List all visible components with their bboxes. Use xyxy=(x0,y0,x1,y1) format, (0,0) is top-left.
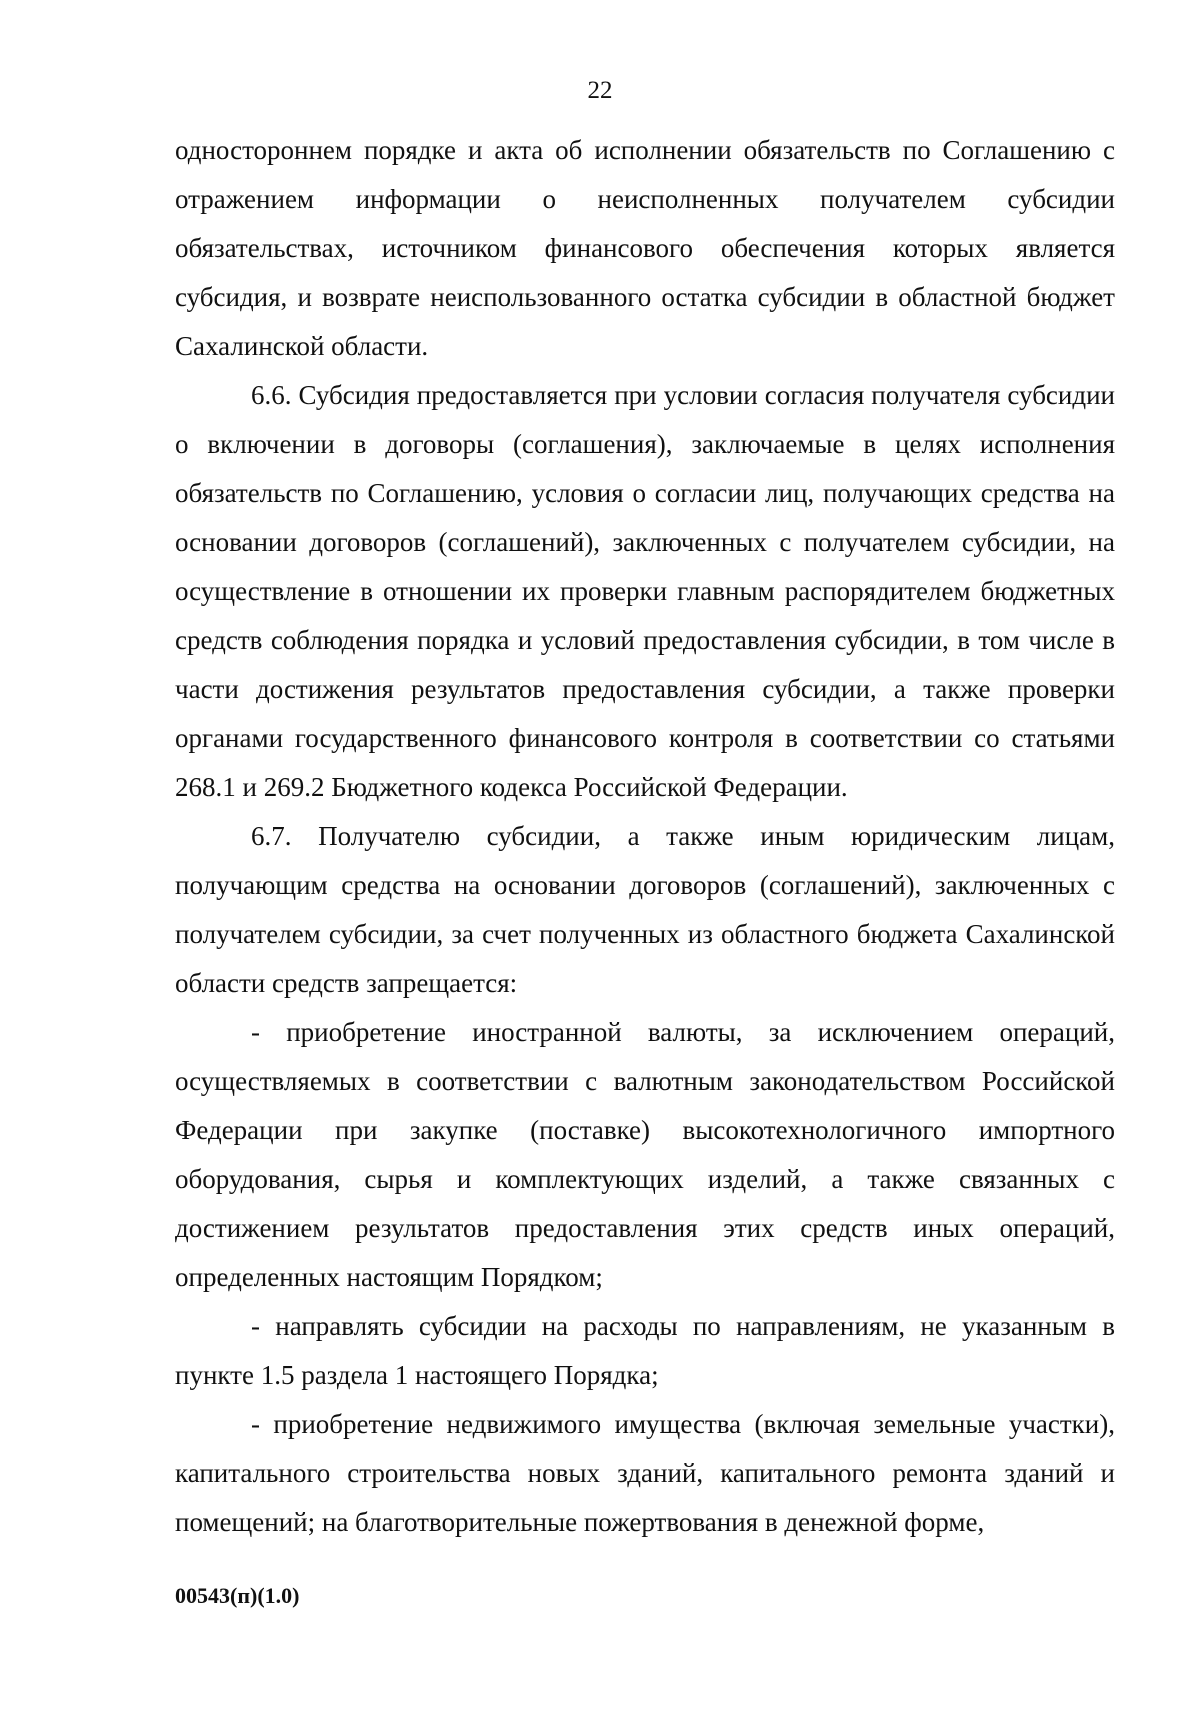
paragraph-6-7: 6.7. Получателю субсидии, а также иным юридическим лицам, получающим средства на основании договоров (соглашений), заключенных с получателем субсидии, за счет полученных из областного бюджета Сахалинской области средств запрещается: xyxy=(175,821,1115,998)
list-item-foreign-currency: - приобретение иностранной валюты, за исключением операций, осуществляемых в соответствии с валютным законодательством Российской Федерации при закупке (поставке) высокотехнологичного импортного оборудования, сырья и комплектующих изделий, а также связанных с достижением результатов предоставления этих средств иных операций, определенных настоящим Порядком; xyxy=(175,1017,1115,1292)
list-item-real-estate: - приобретение недвижимого имущества (включая земельные участки), капитального строительства новых зданий, капитального ремонта зданий и помещений; на благотворительные пожертвования в денежной форме, xyxy=(175,1409,1115,1537)
paragraph-continuation: одностороннем порядке и акта об исполнении обязательств по Соглашению с отражением информации о неисполненных получателем субсидии обязательствах, источником финансового обеспечения которых является субсидия, и возврате неиспользованного остатка субсидии в областной бюджет Сахалинской области. xyxy=(175,135,1115,361)
list-item-expenses-direction: - направлять субсидии на расходы по направлениям, не указанным в пункте 1.5 раздела 1 настоящего Порядка; xyxy=(175,1311,1115,1390)
page-number: 22 xyxy=(587,77,613,104)
document-code: 00543(п)(1.0) xyxy=(175,1583,300,1608)
paragraph-6-6: 6.6. Субсидия предоставляется при условии согласия получателя субсидии о включении в договоры (соглашения), заключаемые в целях исполнения обязательств по Соглашению, условия о согласии лиц, получающих средства на основании договоров (соглашений), заключенных с получателем субсидии, на осуществление в отношении их проверки главным распорядителем бюджетных средств соблюдения порядка и условий предоставления субсидии, в том числе в части достижения результатов предоставления субсидии, а также проверки органами государственного финансового контроля в соответствии со статьями 268.1 и 269.2 Бюджетного кодекса Российской Федерации. xyxy=(175,380,1115,802)
document-body xyxy=(175,126,1115,1547)
